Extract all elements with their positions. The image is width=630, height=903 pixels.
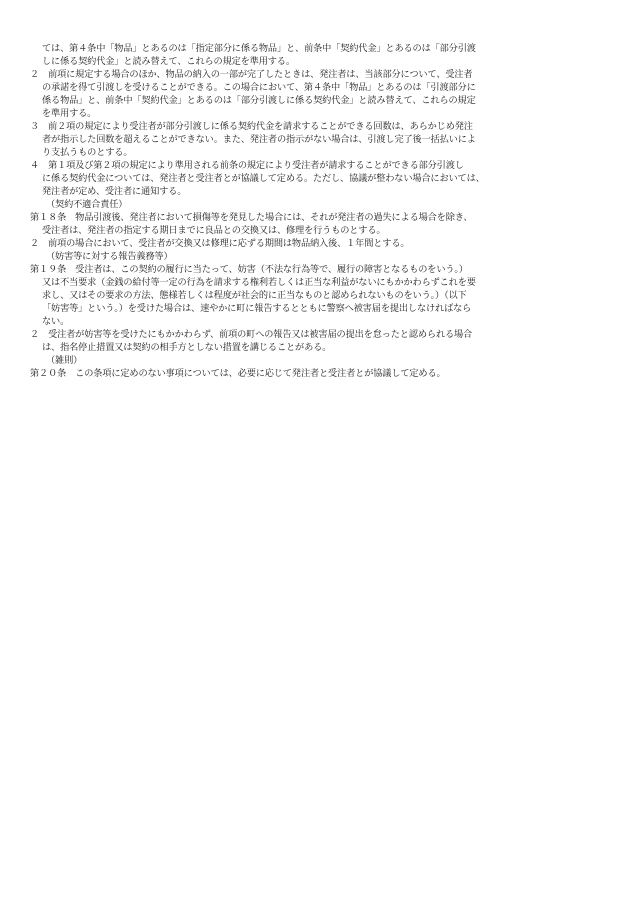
paragraph-line: ２ 前項に規定する場合のほか、物品の納入の一部が完了したときは、発注者は、当該部分について、受注者 <box>30 69 473 80</box>
article-line: 第２０条 この条項に定めのない事項については、必要に応じて発注者と受注者とが協議して定める。 <box>30 368 446 379</box>
section-heading: （契約不適合責任） <box>46 199 128 210</box>
paragraph-line: ２ 前項の場合において、受注者が交換又は修理に応ずる期間は物品納入後、１年間とする。 <box>30 238 410 249</box>
text-line: 又は不当要求（金銭の給付等一定の行為を請求する権利若しくは正当な利益がないにもかかわらずこれを要 <box>42 277 476 288</box>
text-line: 係る物品」と、前条中「契約代金」とあるのは「部分引渡しに係る契約代金」と読み替えて、これらの規定 <box>42 95 476 106</box>
text-line: ない。 <box>42 316 70 327</box>
text-line: の承諾を得て引渡しを受けることができる。この場合において、第４条中「物品」とあるのは「引渡部分に <box>42 82 476 93</box>
text-line: ては、第４条中「物品」とあるのは「指定部分に係る物品」と、前条中「契約代金」とあるのは「部分引渡 <box>42 43 476 54</box>
text-line: 発注者が定め、受注者に通知する。 <box>42 186 187 197</box>
paragraph-line: ２ 受注者が妨害等を受けたにもかかわらず、前項の町への報告又は被害届の提出を怠ったと認められる場合 <box>30 329 473 340</box>
paragraph-line: ４ 第１項及び第２項の規定により準用される前条の規定により受注者が請求することができる部分引渡し <box>30 160 464 171</box>
text-line: 受注者は、発注者の指定する期日までに良品との交換又は、修理を行うものとする。 <box>42 225 386 236</box>
text-line: 求し、又はその要求の方法、態様若しくは程度が社会的に正当なものと認められないものをいう。）（以下 <box>42 290 467 301</box>
paragraph-line: ３ 前２項の規定により受注者が部分引渡しに係る契約代金を請求することができる回数は、あらかじめ発注 <box>30 121 473 132</box>
text-line: に係る契約代金については、発注者と受注者とが協議して定める。ただし、協議が整わない場合においては、 <box>42 173 485 184</box>
text-line: を準用する。 <box>42 108 97 119</box>
text-line: は、指名停止措置又は契約の相手方としない措置を講じることがある。 <box>42 342 332 353</box>
article-line: 第１８条 物品引渡後、発注者において損傷等を発見した場合には、それが発注者の過失による場合を除き、 <box>30 212 473 223</box>
text-line: しに係る契約代金」と読み替えて、これらの規定を準用する。 <box>42 56 295 67</box>
text-line: 者が指示した回数を超えることができない。また、発注者の指示がない場合は、引渡し完了後一括払いによ <box>42 134 476 145</box>
text-line: り支払うものとする。 <box>42 147 133 158</box>
document-body <box>30 42 604 380</box>
text-line: 「妨害等」という。）を受けた場合は、速やかに町に報告するとともに警察へ被害届を提出しなければなら <box>42 303 472 314</box>
section-heading: （妨害等に対する報告義務等） <box>46 251 173 262</box>
section-heading: （雑則） <box>46 355 83 366</box>
article-line: 第１９条 受注者は、この契約の履行に当たって、妨害（不法な行為等で、履行の障害となるものをいう。） <box>30 264 468 275</box>
